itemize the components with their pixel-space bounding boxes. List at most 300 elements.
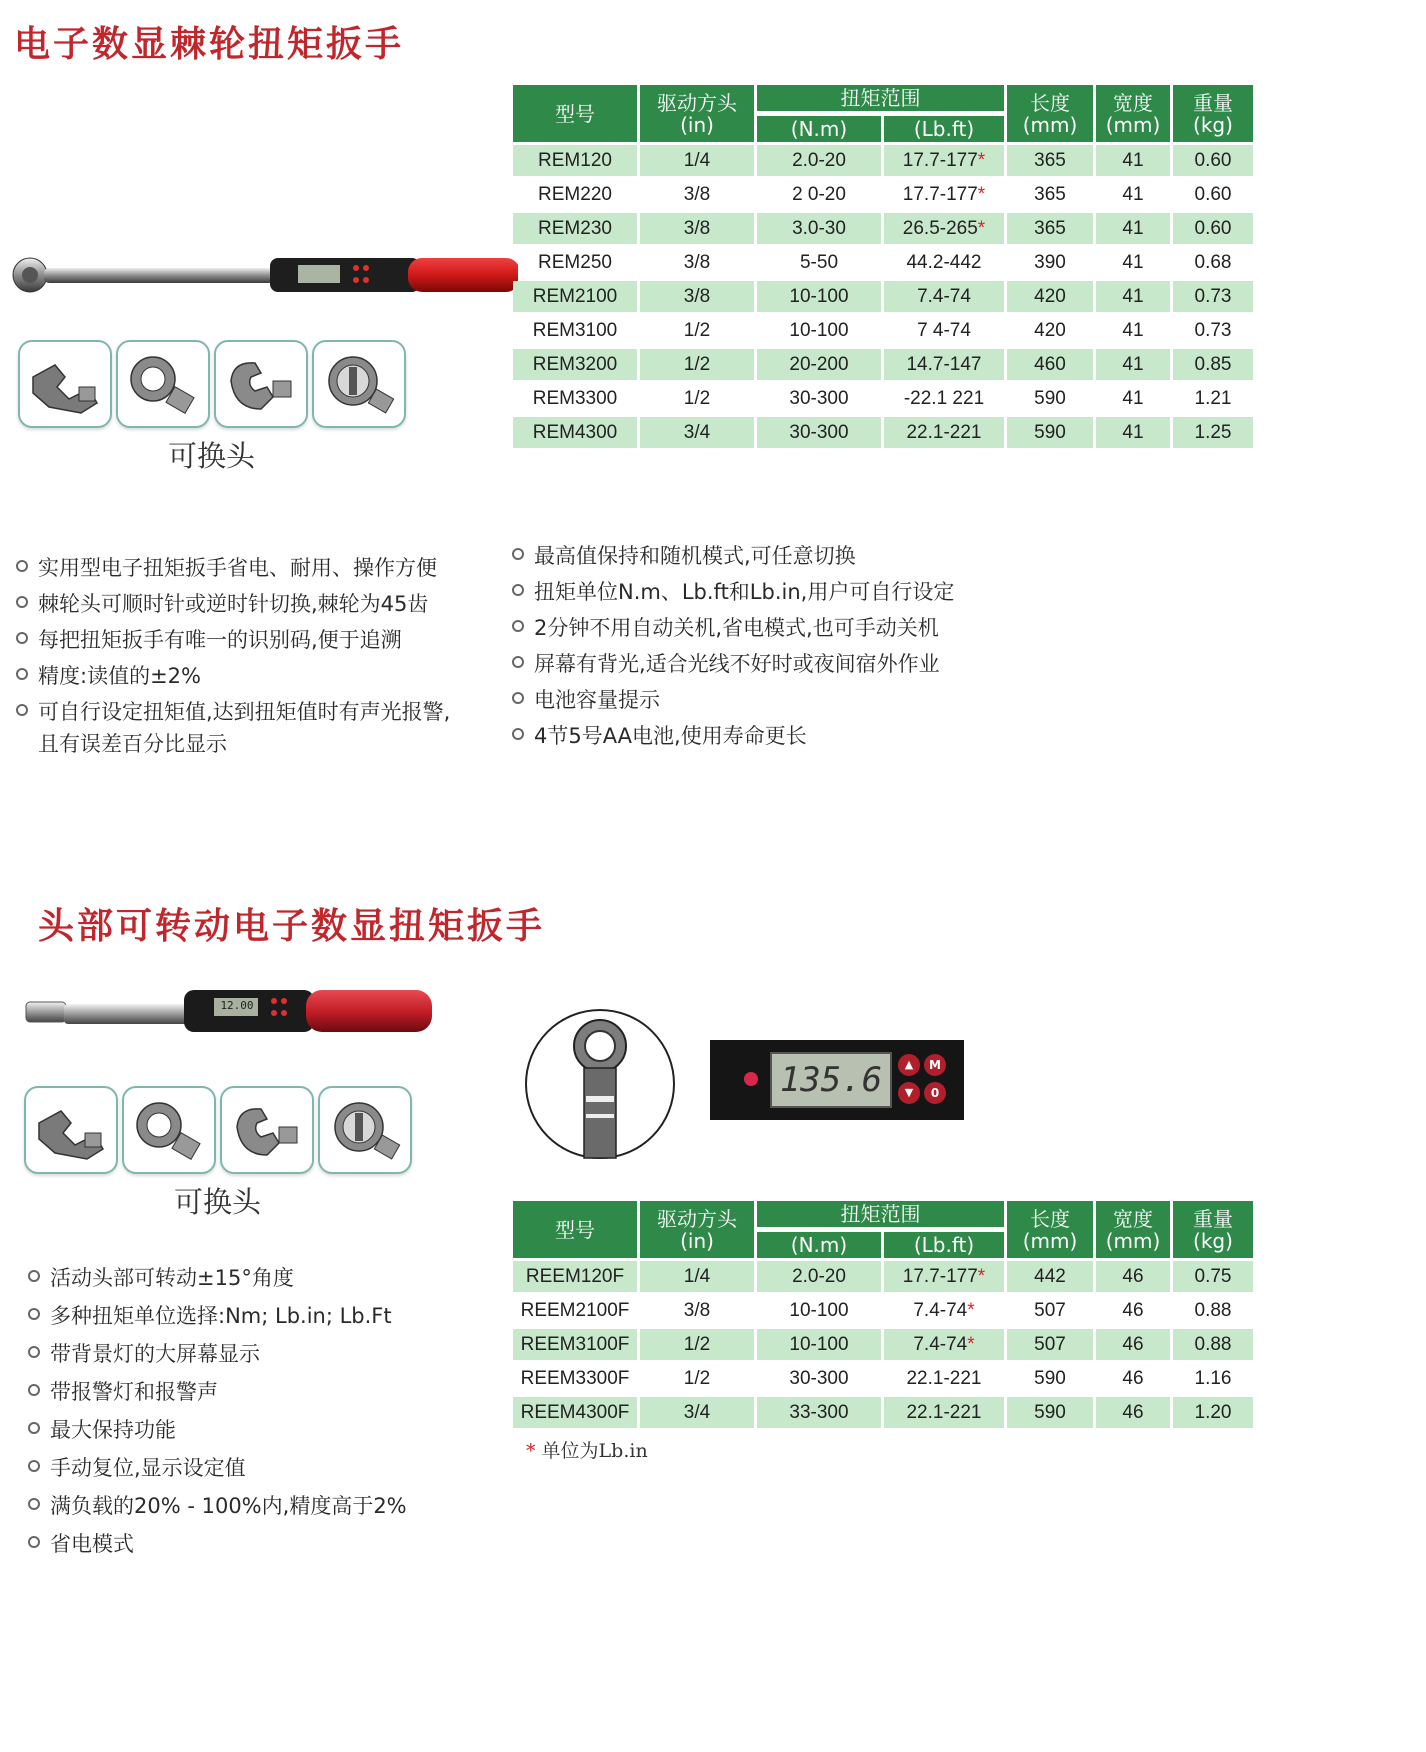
cell-drive-value: 3/4: [683, 1401, 711, 1423]
cell-nm: [757, 247, 881, 278]
header-width-label: 宽度: [1113, 1206, 1153, 1231]
cell-weight-value: 0.73: [1194, 285, 1232, 307]
cell-model: [513, 1329, 637, 1360]
wrench-display-reading: 12.00: [220, 999, 254, 1012]
header-lbft: (Lb.ft): [884, 114, 1004, 142]
header-length: [1007, 1201, 1093, 1258]
cell-width-value: 41: [1122, 149, 1144, 171]
cell-model-value: REM250: [538, 251, 612, 273]
rotating-head-closeup-image: [522, 1006, 678, 1162]
alarm-led-icon: [744, 1072, 758, 1086]
cell-drive-value: 3/8: [683, 285, 711, 307]
mode-button[interactable]: M: [924, 1054, 946, 1076]
digital-display-panel: [710, 1040, 964, 1120]
feature-item: 2分钟不用自动关机,省电模式,也可手动关机: [512, 612, 982, 648]
open-end-head-icon: [18, 340, 112, 428]
cell-nm-value: 2.0-20: [792, 149, 846, 171]
cell-nm: [757, 179, 881, 210]
rotating-head-wrench-image: [24, 984, 436, 1050]
cell-width-value: 41: [1122, 387, 1144, 409]
cell-length-value: 365: [1034, 149, 1066, 171]
header-width-unit: (mm): [1105, 1228, 1161, 1253]
cell-lbft: [884, 1363, 1004, 1394]
cell-weight-value: 1.21: [1194, 387, 1232, 409]
cell-drive-value: 1/2: [683, 1333, 711, 1355]
cell-width: [1096, 1261, 1170, 1292]
cell-lbft-value: 17.7-177: [902, 183, 978, 205]
cell-weight: [1173, 247, 1253, 278]
cell-width-value: 46: [1122, 1367, 1144, 1389]
cell-lbft-value: 7.4-74: [917, 285, 971, 307]
up-button[interactable]: ▲: [898, 1054, 920, 1076]
header-weight: [1173, 85, 1253, 142]
cell-length: [1007, 383, 1093, 414]
header-weight-label: 重量: [1193, 1206, 1233, 1231]
cell-weight: [1173, 213, 1253, 244]
cell-length-value: 590: [1034, 421, 1066, 443]
cell-length: [1007, 247, 1093, 278]
cell-length: [1007, 145, 1093, 176]
cell-width: [1096, 179, 1170, 210]
header-drive: [640, 1201, 754, 1258]
cell-model-value: REM2100: [532, 285, 618, 307]
ratchet-wrench-image: [8, 240, 518, 320]
cell-width-value: 41: [1122, 421, 1144, 443]
feature-item: 最高值保持和随机模式,可任意切换: [512, 540, 982, 576]
cell-lbft-value: 17.7-177: [902, 1265, 978, 1287]
cell-drive: [640, 315, 754, 346]
lbin-unit-star: *: [967, 1333, 975, 1355]
cell-weight-value: 0.73: [1194, 319, 1232, 341]
cell-weight-value: 0.88: [1194, 1299, 1232, 1321]
cell-width-value: 41: [1122, 183, 1144, 205]
cell-length-value: 460: [1034, 353, 1066, 375]
cell-model: [513, 1261, 637, 1292]
cell-drive: [640, 1329, 754, 1360]
table-row: [513, 1261, 1253, 1292]
cell-weight: [1173, 383, 1253, 414]
section1-features-left: [16, 552, 486, 760]
cell-length-value: 590: [1034, 1367, 1066, 1389]
cell-length: [1007, 281, 1093, 312]
feature-item: 满负载的20% - 100%内,精度高于2%: [28, 1490, 488, 1528]
cell-nm: [757, 383, 881, 414]
cell-length: [1007, 349, 1093, 380]
cell-model: [513, 179, 637, 210]
cell-lbft: [884, 417, 1004, 448]
cell-nm: [757, 349, 881, 380]
cell-length: [1007, 179, 1093, 210]
table-row: [513, 1295, 1253, 1326]
cell-drive-value: 1/2: [683, 353, 711, 375]
feature-item: 屏幕有背光,适合光线不好时或夜间宿外作业: [512, 648, 982, 684]
cell-weight: [1173, 281, 1253, 312]
cell-lbft-value: 44.2-442: [906, 251, 982, 273]
cell-length-value: 365: [1034, 183, 1066, 205]
feature-item: 手动复位,显示设定值: [28, 1452, 488, 1490]
cell-model: [513, 315, 637, 346]
lbin-unit-star: *: [977, 1265, 986, 1287]
cell-model-value: REM230: [538, 217, 612, 239]
cell-length-value: 590: [1034, 1401, 1066, 1423]
cell-weight-value: 1.16: [1194, 1367, 1232, 1389]
ratchet-open-head-icon: [220, 1086, 314, 1174]
cell-weight-value: 0.88: [1194, 1333, 1232, 1355]
header-drive: [640, 85, 754, 142]
cell-weight-value: 1.25: [1194, 421, 1232, 443]
feature-item: 多种扭矩单位选择:Nm; Lb.in; Lb.Ft: [28, 1300, 488, 1338]
cell-nm-value: 10-100: [789, 285, 849, 307]
cell-lbft: [884, 349, 1004, 380]
cell-weight: [1173, 1295, 1253, 1326]
cell-model: [513, 383, 637, 414]
table-row: [513, 213, 1253, 244]
zero-button[interactable]: 0: [924, 1082, 946, 1104]
cell-model-value: REEM3100F: [520, 1333, 630, 1355]
header-length-label: 长度: [1030, 90, 1070, 115]
cell-width-value: 41: [1122, 251, 1144, 273]
table-row: [513, 315, 1253, 346]
cell-lbft-value: 14.7-147: [906, 353, 982, 375]
cell-width-value: 41: [1122, 319, 1144, 341]
cell-width: [1096, 1295, 1170, 1326]
header-length: [1007, 85, 1093, 142]
cell-drive: [640, 281, 754, 312]
footnote-star: *: [526, 1440, 536, 1462]
cell-nm: [757, 145, 881, 176]
cell-drive: [640, 417, 754, 448]
cell-width-value: 46: [1122, 1333, 1144, 1355]
cell-nm: [757, 1295, 881, 1326]
cell-model: [513, 1397, 637, 1428]
header-weight: [1173, 1201, 1253, 1258]
ring-head-icon: [122, 1086, 216, 1174]
ratchet-head-icon: [318, 1086, 412, 1174]
cell-width: [1096, 145, 1170, 176]
cell-nm-value: 33-300: [789, 1401, 849, 1423]
header-nm: (N.m): [757, 114, 881, 142]
cell-length: [1007, 213, 1093, 244]
feature-item: 电池容量提示: [512, 684, 982, 720]
footnote: [526, 1436, 648, 1463]
feature-item: 最大保持功能: [28, 1414, 488, 1452]
cell-length: [1007, 1295, 1093, 1326]
spec-table-2: [510, 1198, 1256, 1431]
cell-drive-value: 1/2: [683, 387, 711, 409]
cell-drive-value: 3/8: [683, 1299, 711, 1321]
header-weight-unit: (kg): [1193, 112, 1233, 137]
section2-title: 头部可转动电子数显扭矩扳手: [38, 906, 546, 947]
table-row: [513, 349, 1253, 380]
cell-model: [513, 145, 637, 176]
cell-nm: [757, 417, 881, 448]
header-width-unit: (mm): [1105, 112, 1161, 137]
cell-width: [1096, 417, 1170, 448]
cell-width: [1096, 315, 1170, 346]
cell-length-value: 590: [1034, 387, 1066, 409]
cell-lbft-value: -22.1 221: [903, 387, 985, 409]
cell-drive: [640, 1261, 754, 1292]
cell-model-value: REEM3300F: [520, 1367, 630, 1389]
cell-width: [1096, 213, 1170, 244]
cell-drive: [640, 145, 754, 176]
ratchet-open-head-icon: [214, 340, 308, 428]
table-row: [513, 1329, 1253, 1360]
cell-model: [513, 349, 637, 380]
cell-lbft: [884, 247, 1004, 278]
cell-length: [1007, 1397, 1093, 1428]
header-width: [1096, 1201, 1170, 1258]
table-row: [513, 145, 1253, 176]
cell-weight-value: 0.68: [1194, 251, 1232, 273]
cell-weight-value: 0.60: [1194, 149, 1232, 171]
cell-nm-value: 2 0-20: [792, 183, 846, 205]
cell-width: [1096, 1329, 1170, 1360]
cell-length-value: 390: [1034, 251, 1066, 273]
cell-lbft: [884, 315, 1004, 346]
cell-lbft-value: 7.4-74: [913, 1299, 968, 1321]
cell-drive-value: 3/8: [683, 251, 711, 273]
cell-nm-value: 2.0-20: [792, 1265, 846, 1287]
cell-lbft: [884, 383, 1004, 414]
cell-model: [513, 281, 637, 312]
cell-length-value: 365: [1034, 217, 1066, 239]
cell-weight-value: 0.60: [1194, 183, 1232, 205]
ratchet-head-icon: [312, 340, 406, 428]
feature-item: 带背景灯的大屏幕显示: [28, 1338, 488, 1376]
cell-width: [1096, 281, 1170, 312]
cell-lbft-value: 26.5-265: [902, 217, 978, 239]
section2-caption: 可换头: [174, 1185, 262, 1219]
feature-item: 实用型电子扭矩扳手省电、耐用、操作方便: [16, 552, 486, 588]
cell-lbft: [884, 1261, 1004, 1292]
cell-width-value: 46: [1122, 1299, 1144, 1321]
cell-lbft-value: 22.1-221: [906, 1367, 982, 1389]
cell-lbft-value: 7 4-74: [917, 319, 971, 341]
feature-item: 棘轮头可顺时针或逆时针切换,棘轮为45齿: [16, 588, 486, 624]
header-torque: 扭矩范围: [757, 1201, 1004, 1227]
header-drive-unit: (in): [680, 112, 714, 137]
cell-weight: [1173, 1363, 1253, 1394]
cell-model-value: REEM2100F: [520, 1299, 630, 1321]
cell-weight: [1173, 179, 1253, 210]
cell-nm-value: 20-200: [789, 353, 849, 375]
header-length-unit: (mm): [1022, 1228, 1078, 1253]
ring-head-icon: [116, 340, 210, 428]
section1-caption: 可换头: [168, 439, 256, 473]
cell-width: [1096, 1397, 1170, 1428]
cell-weight-value: 1.20: [1194, 1401, 1232, 1423]
cell-length-value: 442: [1034, 1265, 1066, 1287]
spec-table-1: [510, 82, 1256, 451]
cell-drive-value: 1/2: [683, 1367, 711, 1389]
cell-nm: [757, 1329, 881, 1360]
cell-model: [513, 1295, 637, 1326]
cell-model-value: REEM4300F: [520, 1401, 630, 1423]
cell-model: [513, 247, 637, 278]
cell-length: [1007, 417, 1093, 448]
header-length-unit: (mm): [1022, 112, 1078, 137]
cell-length: [1007, 1261, 1093, 1292]
header-torque: 扭矩范围: [757, 85, 1004, 111]
header-length-label: 长度: [1030, 1206, 1070, 1231]
cell-width-value: 46: [1122, 1265, 1144, 1287]
cell-nm: [757, 213, 881, 244]
cell-length: [1007, 315, 1093, 346]
cell-nm-value: 30-300: [789, 421, 849, 443]
feature-item: 活动头部可转动±15°角度: [28, 1262, 488, 1300]
cell-drive: [640, 179, 754, 210]
cell-weight-value: 0.60: [1194, 217, 1232, 239]
cell-nm: [757, 1397, 881, 1428]
header-drive-label: 驱动方头: [657, 1206, 737, 1231]
cell-length: [1007, 1363, 1093, 1394]
feature-item: 每把扭矩扳手有唯一的识别码,便于追溯: [16, 624, 486, 660]
feature-item: 带报警灯和报警声: [28, 1376, 488, 1414]
display-reading: 135.6: [770, 1052, 892, 1108]
table-row: [513, 1397, 1253, 1428]
cell-lbft: [884, 281, 1004, 312]
cell-drive-value: 3/8: [683, 217, 711, 239]
cell-lbft: [884, 1329, 1004, 1360]
cell-width-value: 46: [1122, 1401, 1144, 1423]
section1-features-right: [512, 540, 982, 756]
cell-drive: [640, 1363, 754, 1394]
header-width-label: 宽度: [1113, 90, 1153, 115]
cell-weight: [1173, 1329, 1253, 1360]
cell-width: [1096, 1363, 1170, 1394]
cell-lbft: [884, 179, 1004, 210]
table-row: [513, 1363, 1253, 1394]
cell-drive-value: 1/2: [683, 319, 711, 341]
cell-lbft-value: 22.1-221: [906, 421, 982, 443]
table-row: [513, 247, 1253, 278]
cell-lbft-value: 17.7-177: [902, 149, 978, 171]
cell-width: [1096, 247, 1170, 278]
header-model: 型号: [513, 1201, 637, 1258]
feature-item: 可自行设定扭矩值,达到扭矩值时有声光报警,: [16, 696, 486, 728]
cell-nm: [757, 1363, 881, 1394]
header-width: [1096, 85, 1170, 142]
cell-model: [513, 213, 637, 244]
header-weight-label: 重量: [1193, 90, 1233, 115]
cell-model-value: REM3300: [532, 387, 618, 409]
cell-drive: [640, 213, 754, 244]
down-button[interactable]: ▼: [898, 1082, 920, 1104]
section1-title: 电子数显棘轮扭矩扳手: [14, 24, 405, 65]
cell-nm: [757, 1261, 881, 1292]
cell-length-value: 507: [1034, 1333, 1066, 1355]
cell-lbft: [884, 1295, 1004, 1326]
cell-nm-value: 10-100: [789, 1333, 849, 1355]
cell-drive: [640, 247, 754, 278]
cell-drive-value: 3/8: [683, 183, 711, 205]
cell-model-value: REM3100: [532, 319, 618, 341]
cell-nm-value: 10-100: [789, 1299, 849, 1321]
cell-weight: [1173, 315, 1253, 346]
table-row: [513, 383, 1253, 414]
feature-item: 4节5号AA电池,使用寿命更长: [512, 720, 982, 756]
cell-weight: [1173, 349, 1253, 380]
cell-lbft: [884, 145, 1004, 176]
header-nm: (N.m): [757, 1230, 881, 1258]
feature-item: 省电模式: [28, 1528, 488, 1566]
spec-table-2-body: [513, 1261, 1253, 1428]
cell-width-value: 41: [1122, 353, 1144, 375]
cell-weight: [1173, 1261, 1253, 1292]
cell-weight: [1173, 1397, 1253, 1428]
header-drive-unit: (in): [680, 1228, 714, 1253]
open-end-head-icon: [24, 1086, 118, 1174]
cell-length: [1007, 1329, 1093, 1360]
cell-model-value: REM4300: [532, 421, 618, 443]
header-model: 型号: [513, 85, 637, 142]
cell-model: [513, 417, 637, 448]
table-row: [513, 417, 1253, 448]
cell-model-value: REM220: [538, 183, 612, 205]
header-lbft: (Lb.ft): [884, 1230, 1004, 1258]
cell-drive: [640, 349, 754, 380]
cell-drive: [640, 1397, 754, 1428]
cell-drive: [640, 383, 754, 414]
cell-nm-value: 30-300: [789, 387, 849, 409]
lbin-unit-star: *: [977, 149, 986, 171]
cell-nm-value: 3.0-30: [792, 217, 846, 239]
lbin-unit-star: *: [967, 1299, 975, 1321]
spec-table-1-body: [513, 145, 1253, 448]
cell-weight-value: 0.85: [1194, 353, 1232, 375]
feature-item-continued: 且有误差百分比显示: [38, 732, 227, 756]
cell-drive-value: 1/4: [683, 149, 711, 171]
cell-drive-value: 3/4: [683, 421, 711, 443]
cell-nm-value: 10-100: [789, 319, 849, 341]
cell-nm: [757, 315, 881, 346]
header-weight-unit: (kg): [1193, 1228, 1233, 1253]
cell-weight-value: 0.75: [1194, 1265, 1232, 1287]
cell-weight: [1173, 145, 1253, 176]
cell-model-value: REM3200: [532, 353, 618, 375]
feature-item: 扭矩单位N.m、Lb.ft和Lb.in,用户可自行设定: [512, 576, 982, 612]
header-drive-label: 驱动方头: [657, 90, 737, 115]
lbin-unit-star: *: [977, 217, 986, 239]
cell-lbft-value: 7.4-74: [913, 1333, 968, 1355]
cell-drive: [640, 1295, 754, 1326]
cell-width-value: 41: [1122, 285, 1144, 307]
footnote-text: 单位为Lb.in: [541, 1440, 648, 1462]
cell-lbft-value: 22.1-221: [906, 1401, 982, 1423]
cell-lbft: [884, 1397, 1004, 1428]
cell-model-value: REM120: [538, 149, 612, 171]
cell-length-value: 507: [1034, 1299, 1066, 1321]
cell-nm-value: 5-50: [799, 251, 839, 273]
table-row: [513, 179, 1253, 210]
cell-length-value: 420: [1034, 285, 1066, 307]
cell-nm: [757, 281, 881, 312]
feature-item: 精度:读值的±2%: [16, 660, 486, 696]
cell-width: [1096, 383, 1170, 414]
cell-drive-value: 1/4: [683, 1265, 711, 1287]
table-row: [513, 281, 1253, 312]
cell-width: [1096, 349, 1170, 380]
cell-model-value: REEM120F: [525, 1265, 625, 1287]
cell-width-value: 41: [1122, 217, 1144, 239]
cell-model: [513, 1363, 637, 1394]
cell-nm-value: 30-300: [789, 1367, 849, 1389]
cell-lbft: [884, 213, 1004, 244]
lbin-unit-star: *: [977, 183, 986, 205]
section2-features: [28, 1262, 488, 1566]
cell-weight: [1173, 417, 1253, 448]
